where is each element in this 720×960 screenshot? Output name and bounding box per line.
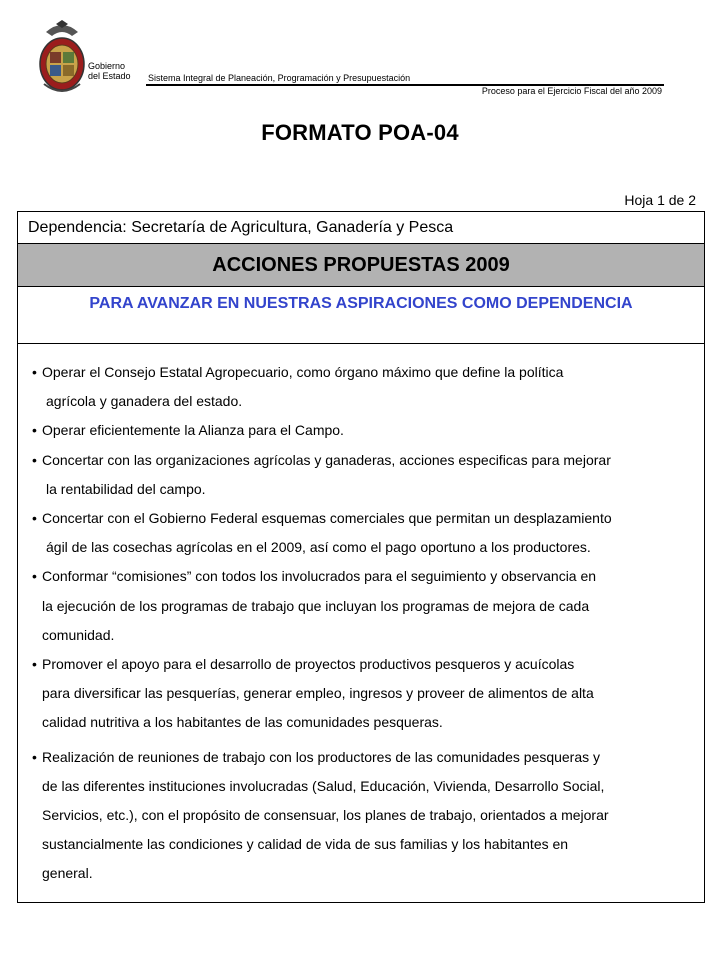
bullet-icon: • — [32, 364, 37, 380]
government-line-1: Gobierno — [88, 61, 126, 71]
bullet-icon: • — [32, 568, 37, 585]
bullet-icon: • — [32, 422, 37, 439]
list-item: • Realización de reuniones de trabajo con los productores de las comunidades pesqueras y de las diferentes instituciones involucradas (Salud, Educación, Vivienda, Desarrollo Social, Servicios, etc.), con el propósito de consensuar, los planes de trabajo, orientados a mejorar sustancialmente las condiciones y calidad de vida de sus familias y los habitantes en general. — [32, 743, 696, 889]
system-name: Sistema Integral de Planeación, Programación y Presupuestación — [148, 73, 411, 83]
list-item: • Operar eficientemente la Alianza para el Campo. — [32, 416, 696, 445]
government-line-2: del Estado — [88, 71, 131, 81]
section-subtitle: PARA AVANZAR EN NUESTRAS ASPIRACIONES COMO DEPENDENCIA — [18, 287, 704, 344]
bullet-icon: • — [32, 510, 37, 527]
government-label — [88, 61, 131, 81]
form-frame — [17, 211, 705, 903]
coat-of-arms-icon — [36, 18, 88, 96]
bullet-icon: • — [32, 656, 37, 673]
list-item: • Conformar “comisiones” con todos los involucrados para el seguimiento y observancia en la ejecución de los programas de trabajo que incluyan los programas de mejora de cada comunidad. — [32, 562, 696, 650]
list-item: • Operar el Consejo Estatal Agropecuario, como órgano máximo que define la política agrícola y ganadera del estado. — [32, 358, 696, 416]
list-item: • Concertar con las organizaciones agrícolas y ganaderas, acciones especificas para mejorar la rentabilidad del campo. — [32, 446, 696, 504]
bullet-icon: • — [32, 748, 37, 765]
sheet-number: Hoja 1 de 2 — [624, 192, 696, 208]
document-title: FORMATO POA-04 — [261, 120, 459, 145]
state-seal-logo — [36, 18, 88, 96]
list-item: • Concertar con el Gobierno Federal esquemas comerciales que permitan un desplazamiento ágil de las cosechas agrícolas en el 2009, así como el pago oportuno a los productores. — [32, 504, 696, 562]
list-item: • Promover el apoyo para el desarrollo de proyectos productivos pesqueros y acuícolas para diversificar las pesquerías, generar empleo, ingresos y proveer de alimentos de alta calidad nutritiva a los habitantes de las comunidades pesqueras. — [32, 650, 696, 738]
dependency-row: Dependencia: Secretaría de Agricultura, Ganadería y Pesca — [18, 212, 704, 244]
bullet-icon: • — [32, 451, 37, 468]
actions-list — [32, 358, 696, 889]
section-title: ACCIONES PROPUESTAS 2009 — [18, 244, 704, 287]
fiscal-process-label: Proceso para el Ejercicio Fiscal del año 2009 — [481, 86, 662, 96]
